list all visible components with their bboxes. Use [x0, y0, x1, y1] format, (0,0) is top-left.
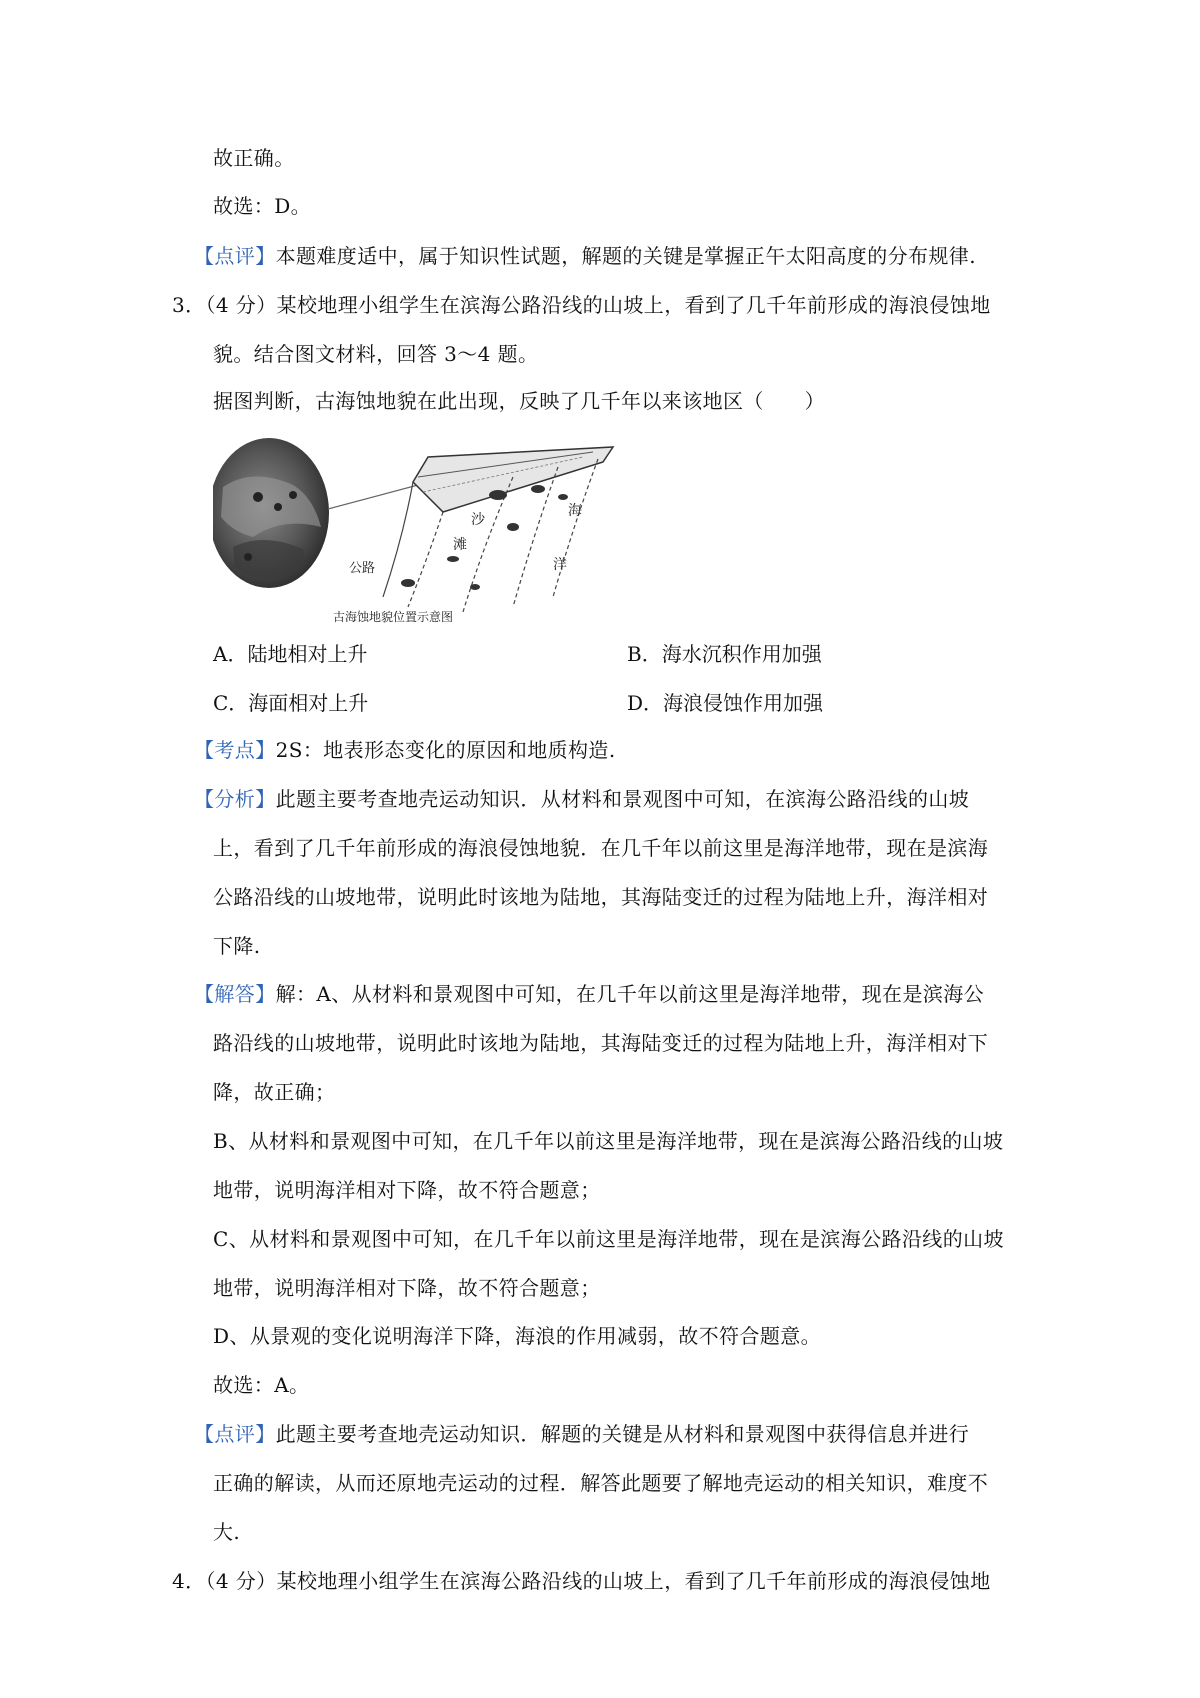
figure-caption: 古海蚀地貌位置示意图 [333, 610, 454, 624]
question-3-prompt: 据图判断，古海蚀地貌在此出现，反映了几千年以来该地区（ ） [213, 389, 825, 413]
dianping-tag: 【点评】 [194, 1422, 276, 1446]
text-line: 降，故正确； [213, 1080, 336, 1104]
option-d: D．海浪侵蚀作用加强 [627, 691, 824, 715]
sea-label-1: 海 [568, 503, 582, 519]
text-line: C、从材料和景观图中可知，在几千年以前这里是海洋地带，现在是滨海公路沿线的山坡 [213, 1227, 1004, 1251]
text-line: B、从材料和景观图中可知，在几千年以前这里是海洋地带，现在是滨海公路沿线的山坡 [213, 1129, 1004, 1153]
jieda-text: 解：A、从材料和景观图中可知，在几千年以前这里是海洋地带，现在是滨海公 [275, 982, 985, 1006]
text-line: 大. [213, 1520, 241, 1544]
text-line: 故选：D。 [213, 194, 312, 218]
sand-label-1: 沙 [471, 512, 485, 528]
text-line: 上，看到了几千年前形成的海浪侵蚀地貌．在几千年以前这里是海洋地带，现在是滨海 [213, 836, 989, 860]
question-3-stem-cont: 貌。结合图文材料，回答 3～4 题。 [213, 342, 539, 366]
fenxi-tag: 【分析】 [194, 787, 276, 811]
text-line: D、从景观的变化说明海洋下降，海浪的作用减弱，故不符合题意。 [213, 1324, 822, 1348]
text-line: 路沿线的山坡地带，说明此时该地为陆地，其海陆变迁的过程为陆地上升，海洋相对下 [213, 1031, 989, 1055]
figure-drawing [213, 437, 663, 627]
text-line: 下降. [213, 934, 261, 958]
kaodian-text: 2S：地表形态变化的原因和地质构造. [275, 738, 616, 762]
text-line: 正确的解读，从而还原地壳运动的过程．解答此题要了解地壳运动的相关知识，难度不 [213, 1471, 989, 1495]
fenxi-text: 此题主要考查地壳运动知识．从材料和景观图中可知，在滨海公路沿线的山坡 [275, 787, 970, 811]
coastal-erosion-figure [213, 437, 663, 627]
kaodian-tag: 【考点】 [194, 738, 276, 762]
option-c: C．海面相对上升 [213, 691, 369, 715]
sand-label-2: 滩 [453, 537, 467, 553]
fenxi-line [194, 786, 969, 812]
dianping-line [194, 1421, 969, 1447]
comment-text: 本题难度适中，属于知识性试题，解题的关键是掌握正午太阳高度的分布规律. [275, 244, 976, 268]
question-4-stem: 4．（4 分）某校地理小组学生在滨海公路沿线的山坡上，看到了几千年前形成的海浪侵蚀地 [172, 1569, 991, 1593]
sea-label-2: 洋 [553, 557, 567, 573]
question-3-stem: 3．（4 分）某校地理小组学生在滨海公路沿线的山坡上，看到了几千年前形成的海浪侵蚀地 [172, 293, 991, 317]
text-line: 公路沿线的山坡地带，说明此时该地为陆地，其海陆变迁的过程为陆地上升，海洋相对 [213, 885, 989, 909]
road-label: 公路 [349, 561, 376, 576]
jieda-tag: 【解答】 [194, 982, 276, 1006]
option-b: B．海水沉积作用加强 [627, 642, 822, 666]
option-a: A．陆地相对上升 [213, 642, 368, 666]
comment-tag: 【点评】 [194, 244, 276, 268]
dianping-text: 此题主要考查地壳运动知识．解题的关键是从材料和景观图中获得信息并进行 [275, 1422, 970, 1446]
text-line: 地带，说明海洋相对下降，故不符合题意； [213, 1276, 601, 1300]
text-line: 地带，说明海洋相对下降，故不符合题意； [213, 1178, 601, 1202]
answer-line: 故选：A。 [213, 1373, 310, 1397]
comment-line [194, 243, 976, 269]
text-line: 故正确。 [213, 146, 295, 170]
jieda-line [194, 981, 984, 1007]
kaodian-line [194, 737, 616, 763]
